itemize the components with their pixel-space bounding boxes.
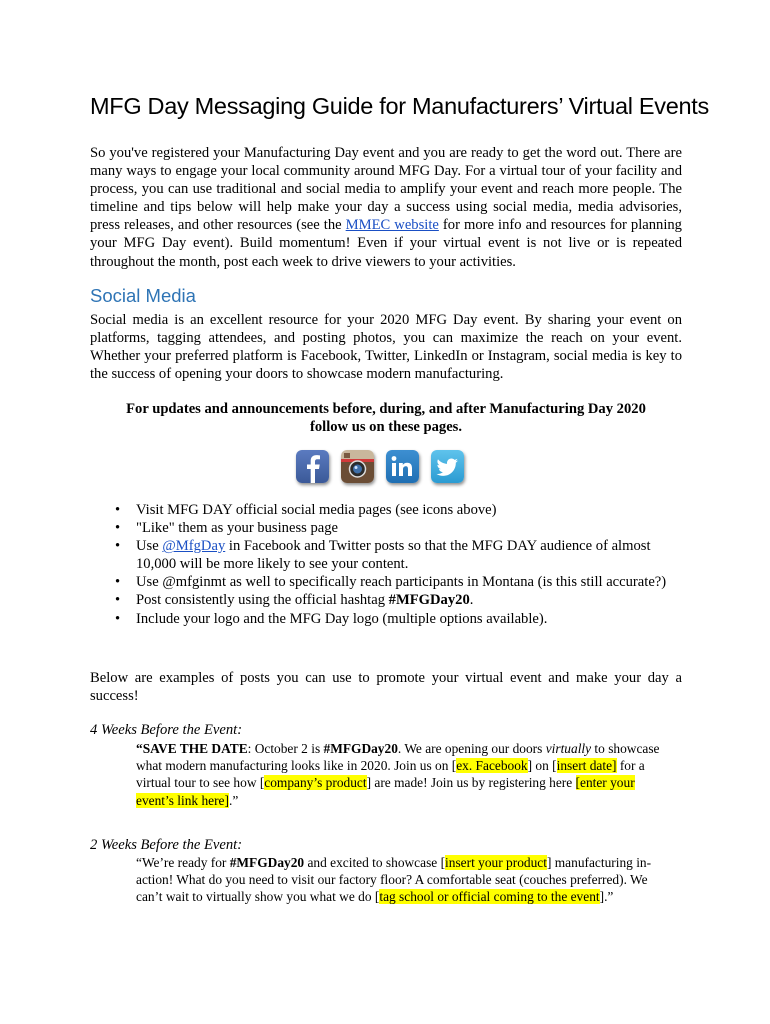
post-text: ] on [ [527,758,557,774]
save-the-date: SAVE THE DATE [142,741,248,756]
linkedin-icon[interactable] [386,450,419,483]
placeholder-highlight: insert date] [556,758,617,774]
mmec-website-link[interactable]: MMEC website [345,217,439,234]
social-media-paragraph: Social media is an excellent resource for your 2020 MFG Day event. By sharing your event on platforms, tagging attendees, and posting photos, you can maximize the reach on your event. Whether your preferred platform is Facebook, Twitter, LinkedIn or Instagram, social media is key to the success of opening your doors to showcase modern manufacturing. [90,312,682,383]
list-item: • Visit MFG DAY official social media pages (see icons above) [115,501,685,519]
list-item-text: Post consistently using the official hashtag [136,592,389,609]
facebook-icon[interactable] [296,450,329,483]
four-weeks-label: 4 Weeks Before the Event: [90,722,243,738]
post-text: ] manufacturing in-action! What do you need to visit our factory floor? A comfortable seat (couches preferred). We can’t wait to virtually show you what we do [ [136,855,652,905]
post-text: ] are made! Join us by registering here [366,775,576,791]
post-text: : October 2 is [247,741,324,756]
placeholder-highlight: insert your product [445,855,547,870]
twitter-icon[interactable] [431,450,464,483]
post-text: for a virtual tour to see how [ [136,758,645,791]
list-item-text: Use [136,538,163,555]
examples-intro: Below are examples of posts you can use to promote your virtual event and make your day a success! [90,670,682,705]
mfgday-handle-link[interactable]: @MfgDay [162,538,226,555]
list-item [115,591,685,609]
post-text: . We are opening our doors [397,741,546,756]
social-icons [296,450,464,483]
post-text: “We’re ready for [136,855,230,870]
social-media-heading: Social Media [90,285,196,306]
placeholder-highlight: company’s product [264,775,367,791]
post-text: to showcase what modern manufacturing looks like in 2020. Join us on [ [136,741,660,774]
intro-paragraph [90,144,682,271]
hashtag: #MFGDay20 [323,741,398,756]
page-title: MFG Day Messaging Guide for Manufacturers’ Virtual Events [90,93,709,119]
list-item [115,537,685,573]
hashtag: #MFGDay20 [388,592,470,609]
placeholder-highlight: tag school or official coming to the event [379,889,600,905]
intro-text-2: for more info and resources for planning your MFG Day event). Build momentum! Even if your virtual event is not live or is repeated throughout the month, post each week to drive viewers to your activities. [90,217,682,270]
intro-text-1: So you've registered your Manufacturing Day event and you are ready to get the word out. There are many ways to engage your local community around MFG Day. For a virtual tour of your facility and process, you can use traditional and social media to amplify your event and reach more people. The timeline and tips below will help make your day a success using social media, media advisories, press releases, and other resources (see the [90,145,682,234]
hashtag: #MFGDay20 [229,855,305,870]
placeholder-highlight: ex. Facebook [456,758,528,774]
list-item: • "Like" them as your business page [115,519,685,537]
follow-callout [90,400,682,436]
callout-line-1: For updates and announcements before, during, and after Manufacturing Day 2020 [126,401,646,417]
post-text: virtually [545,741,592,756]
post-text: “ [136,741,143,756]
callout-line-2: follow us on these pages. [309,419,463,435]
tips-list [115,501,685,628]
post-text: .” [228,792,239,808]
list-item-text: in Facebook and Twitter posts so that the MFG DAY audience of almost 10,000 will be more likely to see your content. [136,538,651,573]
placeholder-highlight: [enter your event’s link here] [136,775,635,808]
four-weeks-post [136,740,666,809]
list-item: • Include your logo and the MFG Day logo (multiple options available). [115,610,685,628]
post-text: and excited to showcase [ [304,855,446,870]
post-text: ].” [599,889,614,905]
list-item-text: . [469,592,474,609]
two-weeks-label: 2 Weeks Before the Event: [90,837,243,853]
instagram-icon[interactable] [341,450,374,483]
list-item: • Use @mfginmt as well to specifically reach participants in Montana (is this still accurate?) [115,573,685,591]
two-weeks-post [136,854,666,906]
